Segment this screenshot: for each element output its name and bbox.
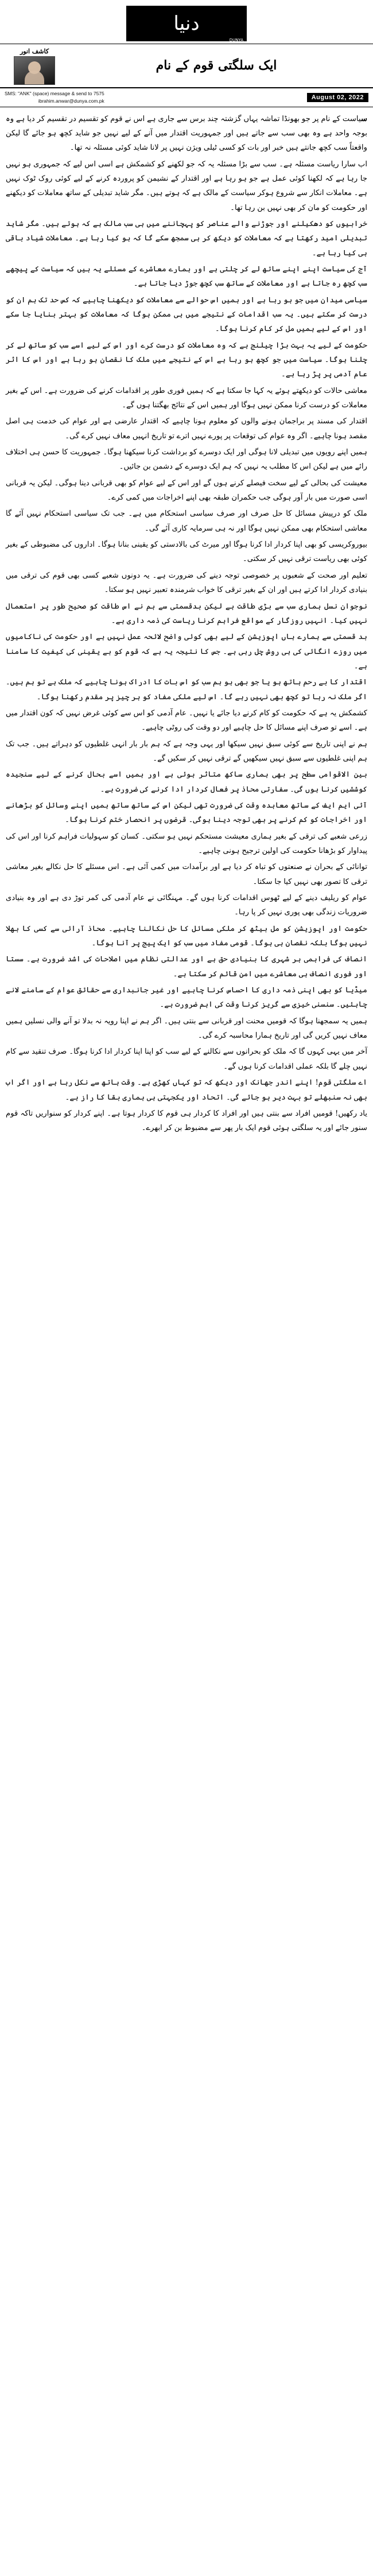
paragraph: توانائی کے بحران نے صنعتوں کو تباہ کر دیا ہے اور برآمدات میں کمی آئی ہے۔ اس مسئلے کا حل نکالے بغیر معاشی ترقی کا تصور بھی نہیں کیا جا سکتا۔ <box>6 863 367 886</box>
paragraph: تعلیم اور صحت کے شعبوں پر خصوصی توجہ دینے کی ضرورت ہے۔ یہ دونوں شعبے کسی بھی قوم کی ترقی میں بنیادی کردار ادا کرتے ہیں اور ان کے بغیر ترقی کا خواب شرمندہ تعبیر نہیں ہو سکتا۔ <box>6 571 367 595</box>
paragraph: کشمکش یہ ہے کہ حکومت کو کام کرنے دیا جائے یا نہیں۔ عام آدمی کو اس سے کوئی غرض نہیں کہ کون اقتدار میں ہے۔ اسے تو صرف اپنے مسائل کا حل چاہیے اور دو وقت کی روٹی چاہیے۔ <box>6 708 367 732</box>
paragraph: اقتدار کا بے رحم ہاتھ ہو یا جو بھی ہو ہم سب کو اس بات کا ادراک ہونا چاہیے کہ ملک ہے تو ہم ہیں۔ اگر ملک نہ رہا تو کچھ بھی نہیں رہے گا۔ اس لیے ملکی مفاد کو ہر چیز پر مقدم رکھنا ہوگا۔ <box>6 678 367 702</box>
paragraph: زرعی شعبے کی ترقی کے بغیر ہماری معیشت مستحکم نہیں ہو سکتی۔ کسان کو سہولیات فراہم کرنا اور اس کی پیداوار کو بڑھانا حکومت کی اولین ترجیح ہونی چاہیے۔ <box>6 832 367 855</box>
paragraph: انصاف کی فراہمی ہر شہری کا بنیادی حق ہے اور عدالتی نظام میں اصلاحات کی اشد ضرورت ہے۔ سستا اور فوری انصاف ہی معاشرے میں امن قائم کر سکتا ہے۔ <box>6 955 367 979</box>
paragraph: بین الاقوامی سطح پر بھی ہماری ساکھ متاثر ہوئی ہے اور ہمیں اسے بحال کرنے کے لیے سنجیدہ کوششیں کرنا ہوں گی۔ سفارتی محاذ پر فعال کردار ادا کرنے کی ضرورت ہے۔ <box>6 770 367 794</box>
footer-spacer <box>6 1137 367 1141</box>
page-title: ایک سلگتی قوم کے نام <box>156 58 277 73</box>
dunya-logo <box>126 6 247 41</box>
paragraph: آئی ایم ایف کے ساتھ معاہدہ وقت کی ضرورت تھی لیکن اس کے ساتھ ساتھ ہمیں اپنے وسائل کو بڑھانے اور اخراجات کو کم کرنے پر بھی توجہ دینا ہوگی۔ قرضوں پر انحصار ختم کرنا ہوگا۔ <box>6 801 367 825</box>
paragraph: اقتدار کی مسند پر براجمان ہونے والوں کو معلوم ہونا چاہیے کہ اقتدار عارضی ہے اور عوام کی خدمت ہی اصل مقصد ہونا چاہیے۔ اگر وہ عوام کی توقعات پر پورے نہیں اترے تو تاریخ انہیں معاف نہیں کرے گی۔ <box>6 417 367 441</box>
paragraph: ہم نے اپنی تاریخ سے کوئی سبق نہیں سیکھا اور یہی وجہ ہے کہ ہم بار بار انہی غلطیوں کو دہراتے ہیں۔ جب تک ہم اپنی غلطیوں سے سبق نہیں سیکھیں گے ترقی نہیں کر سکیں گے۔ <box>6 739 367 763</box>
paragraph: آج کی سیاست اپنے اپنے ساتھ لے کر چلتی ہے اور ہمارے معاشرے کے مسئلے یہ ہیں کہ سیاست کے پیچھے سب کچھ رہ جاتا ہے اور معاملات کے ساتھ سب کچھ جوڑ دیا جاتا ہے۔ <box>6 264 367 289</box>
paragraph: عوام کو ریلیف دینے کے لیے ٹھوس اقدامات کرنا ہوں گے۔ مہنگائی نے عام آدمی کی کمر توڑ دی ہے اور وہ بنیادی ضروریات زندگی بھی پوری نہیں کر پا رہا۔ <box>6 894 367 917</box>
paragraph: سیاست کے نام پر جو بھونڈا تماشہ یہاں گزشتہ چند برس سے جاری ہے اس نے قوم کو تقسیم در تقسیم کر دیا ہے وہ بوجہ واحد ہے وہ بھی سب سے جاتے ہیں اور جمہوریت اقتدار میں آنے کے لیے نہیں جو شاید کچھ ہو جائے گا لیکن واقعتاً سب کچھ جانتے ہیں خبر اور بات کو کسی ٹیلی ویژن نہیں پر لانا شاید کوئی مسئلہ نہ تھا۔ <box>6 114 367 153</box>
masthead <box>0 0 373 44</box>
paragraph: بیوروکریسی کو بھی اپنا کردار ادا کرنا ہوگا اور میرٹ کی بالادستی کو یقینی بنانا ہوگا۔ اداروں کی مضبوطی کے بغیر کوئی بھی ریاست ترقی نہیں کر سکتی۔ <box>6 540 367 564</box>
paragraph: ملک کو درپیش مسائل کا حل صرف اور صرف سیاسی استحکام میں ہے۔ جب تک سیاسی استحکام نہیں آئے گا معاشی استحکام بھی ممکن نہیں ہوگا اور نہ ہی سرمایہ کاری آئے گی۔ <box>6 509 367 533</box>
paragraph: ہمیں اپنے رویوں میں تبدیلی لانا ہوگی اور ایک دوسرے کو برداشت کرنا سیکھنا ہوگا۔ جمہوریت کا حسن ہی اختلاف رائے میں ہے لیکن اس کا مطلب یہ نہیں کہ ہم ایک دوسرے کے دشمن بن جائیں۔ <box>6 448 367 471</box>
paragraph: اب سارا ریاست مسئلہ ہے۔ سب سے بڑا مسئلہ یہ کہ جو لکھنے کو کشمکش ہے اسی اس لیے کہ جمہوری ہو نہیں جا رہا ہے کہ لکھنا کوئی عمل ہے جو ہو رہا ہے اور اقتدار کے نشیمن کو پروردہ کرنے کے لیے کوئی روک ٹوک نہیں ہے۔ معاملات انکار سے شروع ہوکر سیاست کے مالک ہے کہ ہوتے ہیں۔ مگر شاید تبدیلی کے ساتھ معاملات کو دیکھنے اور حکومت کو مان کر بھی نہیں بن رہا تھا۔ <box>6 159 367 212</box>
paragraph: حکومت اور اپوزیشن کو مل بیٹھ کر ملکی مسائل کا حل نکالنا چاہیے۔ محاذ آرائی سے کسی کا بھلا نہیں ہوگا بلکہ نقصان ہی ہوگا۔ قومی مفاد میں سب کو ایک پیج پر آنا ہوگا۔ <box>6 924 367 948</box>
author-name: کاشف انور <box>20 48 49 55</box>
paragraph: خرابیوں کو دھکیلنے اور جوڑنے والے عناصر کو پہچاننے میں ہی سب مالک ہے کہ ہوتے ہیں۔ مگر شاید تبدیلی امید رکھتا ہے کہ معاملات کو دیکھ کر ہی سمجھ سکے گا کہ ہو کیا رہا ہے۔ معاملات شیاد باقی ہی کیا رہا ہے۔ <box>6 219 367 258</box>
paragraph: نوجوان نسل ہماری سب سے بڑی طاقت ہے لیکن بدقسمتی سے ہم نے اس طاقت کو صحیح طور پر استعمال نہیں کیا۔ انہیں روزگار کے مواقع فراہم کرنا ریاست کی ذمہ داری ہے۔ <box>6 602 367 625</box>
paragraph: معیشت کی بحالی کے لیے سخت فیصلے کرنے ہوں گے اور اس کے لیے عوام کو بھی قربانی دینا ہوگی۔ لیکن یہ قربانی اسی صورت میں بار آور ہوگی جب حکمران طبقہ بھی اپنے اخراجات میں کمی کرے۔ <box>6 478 367 502</box>
paragraph: بد قسمتی سے ہمارے ہاں اپوزیشن کے لیے بھی کوئی واضح لائحہ عمل نہیں ہے اور حکومت کی ناکامیوں میں روزے انگائی کی ہی روش چل رہی ہے۔ جس کا نتیجہ یہ ہے کہ قوم کو بے یقینی کی کیفیت کا سامنا ہے۔ <box>6 633 367 671</box>
author-block <box>5 46 64 85</box>
article-body <box>0 107 373 1155</box>
paragraph: سیاسی میدان میں جو ہو رہا ہے اور ہمیں اس حوالے سے معاملات کو دیکھنا چاہیے کہ کس حد تک ہم ان کو درست کر سکتے ہیں۔ یہ سب اقدامات کے نتیجے میں ہی ممکن ہوگا کہ معاملات کو بہتر بنایا جا سکے اور اس کے لیے ہمیں مل کر کام کرنا ہوگا۔ <box>6 295 367 334</box>
contact-info <box>5 90 104 105</box>
article-titlebar <box>0 44 373 88</box>
paragraph: میڈیا کو بھی اپنی ذمہ داری کا احساس کرنا چاہیے اور غیر جانبداری سے حقائق عوام کے سامنے لانے چاہئیں۔ سنسنی خیزی سے گریز کرنا وقت کی اہم ضرورت ہے۔ <box>6 986 367 1010</box>
paragraph: معاشی حالات کو دیکھتے ہوئے یہ کہا جا سکتا ہے کہ ہمیں فوری طور پر اقدامات کرنے کی ضرورت ہے۔ اس کے بغیر معاملات کو درست کرنا ممکن نہیں ہوگا اور ہمیں اس کے نتائج بھگتنا ہوں گے۔ <box>6 386 367 410</box>
logo-text: دنیا <box>126 6 247 41</box>
sms-instruction: SMS: "ANK" (space) message & send to 7575 <box>5 91 104 96</box>
paragraph: آخر میں یہی کہوں گا کہ ملک کو بحرانوں سے نکالنے کے لیے سب کو اپنا اپنا کردار ادا کرنا ہوگا۔ صرف تنقید سے کام نہیں چلے گا بلکہ عملی اقدامات کرنا ہوں گے۔ <box>6 1047 367 1071</box>
paragraph: یاد رکھیں! قومیں افراد سے بنتی ہیں اور افراد کا کردار ہی قوم کا کردار ہوتا ہے۔ اپنے کردار کو سنواریں تاکہ قوم سنور جائے اور یہ سلگتی ہوئی قوم ایک بار پھر سے مضبوط بن کر ابھرے۔ <box>6 1109 367 1133</box>
paragraph: ہمیں یہ سمجھنا ہوگا کہ قومیں محنت اور قربانی سے بنتی ہیں۔ اگر ہم نے اپنا رویہ نہ بدلا تو آنے والی نسلیں ہمیں معاف نہیں کریں گی اور تاریخ ہمارا محاسبہ کرے گی۔ <box>6 1016 367 1040</box>
title-block <box>64 46 368 85</box>
paragraph: حکومت کے لیے یہ بہت بڑا چیلنج ہے کہ وہ معاملات کو درست کرے اور اس کے لیے اسے سب کو ساتھ لے کر چلنا ہوگا۔ سیاست میں جو کچھ ہو رہا ہے اس کے نتیجے میں ملک کا نقصان ہو رہا ہے اور اس کا اثر عام آدمی پر پڑ رہا ہے۔ <box>6 341 367 379</box>
email-address[interactable]: ibrahim.anwar@dunya.com.pk <box>38 98 104 104</box>
logo-tagline: DUNYA <box>229 38 243 42</box>
article-metabar <box>0 88 373 107</box>
paragraph: اے سلگتی قوم! اپنے اندر جھانک اور دیکھ کہ تو کہاں کھڑی ہے۔ وقت ہاتھ سے نکل رہا ہے اور اگر اب بھی نہ سنبھلے تو بہت دیر ہو جائے گی۔ اتحاد اور یکجہتی ہی ہماری بقا کا راز ہے۔ <box>6 1078 367 1102</box>
publish-date-badge: August 02, 2022 <box>307 93 368 102</box>
avatar <box>14 56 55 85</box>
